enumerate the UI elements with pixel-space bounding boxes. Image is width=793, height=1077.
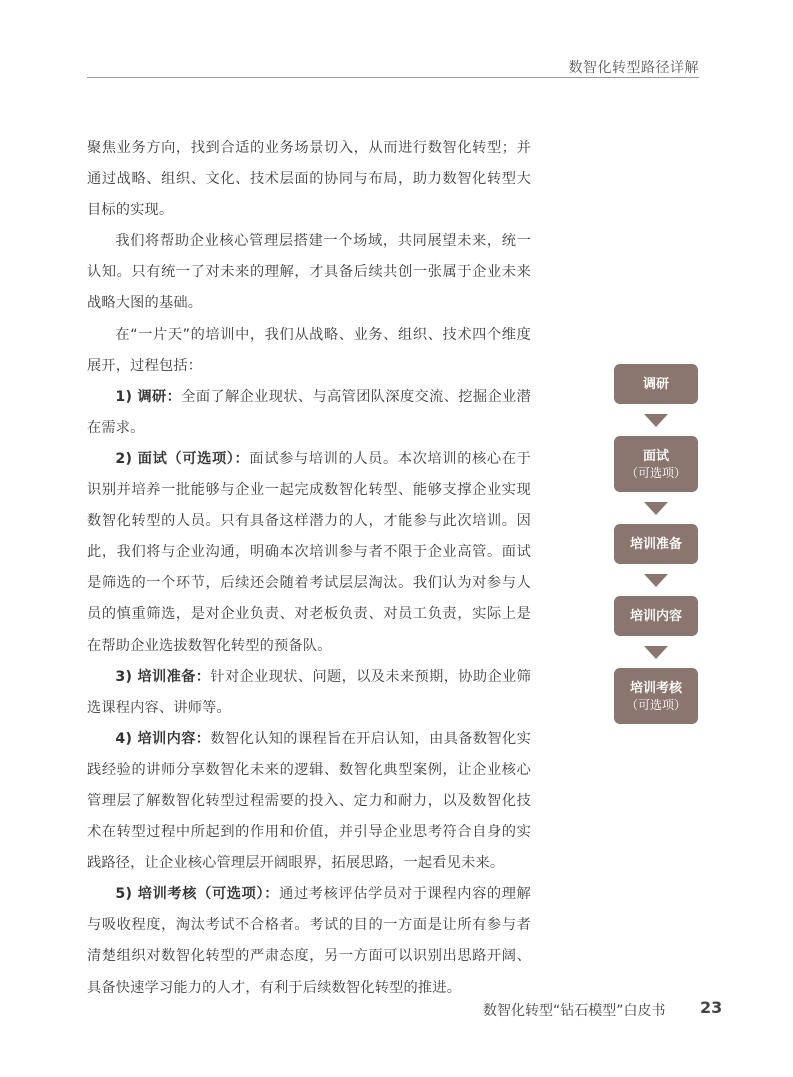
step-label: 5) 培训考核（可选项）： [115, 886, 280, 903]
flow-step-label: 培训准备 [629, 536, 682, 552]
flow-step-research [614, 364, 698, 404]
paragraph: 聚焦业务方向，找到合适的业务场景切入，从而进行数智化转型；并通过战略、组织、文化、技术层面的协同与布局，助力数智化转型大目标的实现。 [87, 140, 531, 219]
paragraph: 在“一片天”的培训中，我们从战略、业务、组织、技术四个维度展开，过程包括： [87, 326, 531, 374]
step-text: 全面了解企业现状、与高管团队深度交流、挖掘企业潜在需求。 [87, 388, 531, 436]
down-arrow-icon [644, 646, 668, 659]
flow-step-label: 面试 [642, 448, 669, 464]
step-label: 4) 培训内容： [115, 730, 211, 747]
down-arrow-icon [644, 574, 668, 587]
flow-step-assessment [614, 668, 698, 724]
footer-title: 数智化转型“钻石模型”白皮书 [483, 1003, 666, 1019]
paragraph-step-research [87, 382, 531, 444]
step-text: 数智化认知的课程旨在开启认知，由具备数智化实践经验的讲师分享数智化未来的逻辑、数智化典型案例，让企业核心管理层了解数智化转型过程需要的投入、定力和耐力，以及数智化技术在转型过程中所起到的作用和价值，并引导企业思考符合自身的实践路径，让企业核心管理层开阔眼界，拓展思路，一起看见未来。 [87, 730, 531, 872]
flow-step-preparation [614, 524, 698, 564]
paragraph-step-content [87, 724, 531, 879]
paragraph-step-interview [87, 444, 531, 662]
header-title: 数智化转型路径详解 [568, 60, 699, 76]
step-text: 面试参与培训的人员。本次培训的核心在于识别并培养一批能够与企业一起完成数智化转型、能够支撑企业实现数智化转型的人员。只有具备这样潜力的人，才能参与此次培训。因此，我们将与企业沟通，明确本次培训参与者不限于企业高管。面试是筛选的一个环节，后续还会随着考试层层淘汰。我们认为对参与人员的慎重筛选，是对企业负责、对老板负责、对员工负责，实际上是在帮助企业选拔数智化转型的预备队。 [87, 450, 531, 654]
flow-step-content [614, 596, 698, 636]
flow-step-optional-note: （可选项） [625, 697, 686, 712]
body-text [87, 133, 531, 1004]
paragraph: 我们将帮助企业核心管理层搭建一个场域，共同展望未来，统一认知。只有统一了对未来的理解，才具备后续共创一张属于企业未来战略大图的基础。 [87, 233, 531, 312]
flow-step-label: 培训内容 [629, 608, 682, 624]
flow-step-optional-note: （可选项） [625, 465, 686, 480]
flow-step-label: 调研 [642, 376, 669, 392]
down-arrow-icon [644, 414, 668, 427]
header-rule [87, 77, 699, 78]
paragraph-step-preparation [87, 662, 531, 724]
flow-step-interview [614, 436, 698, 492]
page-number: 23 [700, 998, 723, 1017]
process-flowchart [614, 364, 698, 724]
paragraph-step-assessment [87, 879, 531, 1003]
step-text: 针对企业现状、问题，以及未来预期，协助企业筛选课程内容、讲师等。 [87, 668, 531, 716]
flow-step-label: 培训考核 [629, 680, 682, 696]
step-label: 1) 调研： [115, 388, 182, 405]
step-label: 2) 面试（可选项）： [115, 450, 250, 467]
down-arrow-icon [644, 502, 668, 515]
step-text: 通过考核评估学员对于课程内容的理解与吸收程度，淘汰考试不合格者。考试的目的一方面是让所有参与者清楚组织对数智化转型的严肃态度，另一方面可以识别出思路开阔、具备快速学习能力的人才，有利于后续数智化转型的推进。 [87, 886, 531, 996]
step-label: 3) 培训准备： [115, 668, 211, 685]
